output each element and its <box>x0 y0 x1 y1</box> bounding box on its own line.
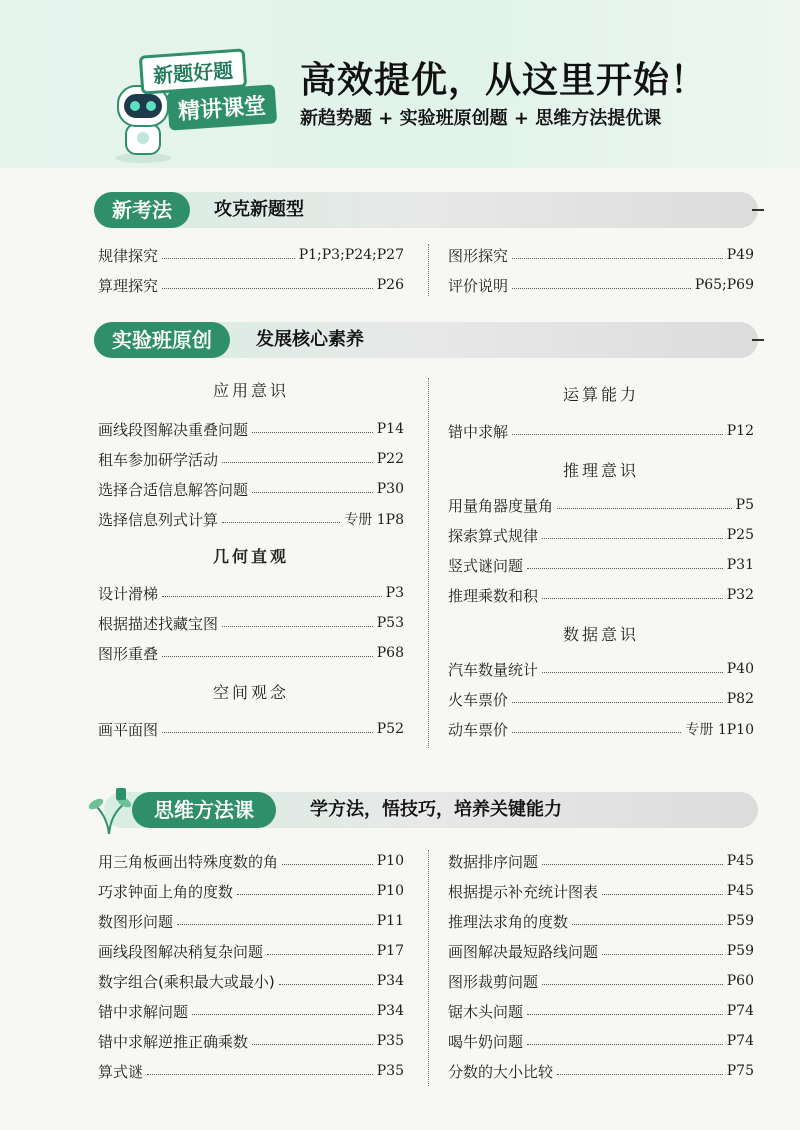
section-label: 思维方法课 <box>132 792 276 828</box>
list-item[interactable]: 错中求解问题 P34 <box>98 1002 404 1021</box>
list-item[interactable]: 图形探究 P49 <box>448 246 754 265</box>
column-divider <box>428 850 429 1086</box>
list-item[interactable]: 用量角器度量角 P5 <box>448 496 754 515</box>
badge-top: 新题好题 <box>139 48 247 94</box>
list-item[interactable]: 推理法求角的度数 P59 <box>448 912 754 931</box>
list-item[interactable]: 错中求解逆推正确乘数 P35 <box>98 1032 404 1051</box>
list-item[interactable]: 选择信息列式计算 专册 1P8 <box>98 510 404 529</box>
list-item[interactable]: 算理探究 P26 <box>98 276 404 295</box>
column-divider <box>428 378 429 748</box>
list-item[interactable]: 探索算式规律 P25 <box>448 526 754 545</box>
list-item[interactable]: 画平面图 P52 <box>98 720 404 739</box>
list-item[interactable]: 图形裁剪问题 P60 <box>448 972 754 991</box>
list-item[interactable]: 数字组合(乘积最大或最小) P34 <box>98 972 404 991</box>
list-item[interactable]: 锯木头问题 P74 <box>448 1002 754 1021</box>
list-item[interactable]: 用三角板画出特殊度数的角 P10 <box>98 852 404 871</box>
section-tag: 学方法，悟技巧，培养关键能力 <box>310 799 562 820</box>
header-banner <box>0 0 800 168</box>
page-subtitle: 新趋势题 + 实验班原创题 + 思维方法提优课 <box>300 108 662 129</box>
group-heading: 应用意识 <box>212 381 289 400</box>
list-item[interactable]: 租车参加研学活动 P22 <box>98 450 404 469</box>
list-item[interactable]: 汽车数量统计 P40 <box>448 660 754 679</box>
list-item[interactable]: 火车票价 P82 <box>448 690 754 709</box>
list-item[interactable]: 规律探究 P1;P3;P24;P27 <box>98 246 404 265</box>
section-label: 新考法 <box>94 192 190 228</box>
list-item[interactable]: 评价说明 P65;P69 <box>448 276 754 295</box>
section-bar-new-methods <box>94 192 758 228</box>
list-item[interactable]: 动车票价 专册 1P10 <box>448 720 754 739</box>
section-tag: 发展核心素养 <box>256 329 364 350</box>
list-item[interactable]: 算式谜 P35 <box>98 1062 404 1081</box>
badge-bottom: 精讲课堂 <box>167 84 277 130</box>
list-item[interactable]: 错中求解 P12 <box>448 422 754 441</box>
list-item[interactable]: 竖式谜问题 P31 <box>448 556 754 575</box>
list-item[interactable]: 选择合适信息解答问题 P30 <box>98 480 404 499</box>
group-heading: 推理意识 <box>562 461 639 480</box>
list-item[interactable]: 画线段图解决稍复杂问题 P17 <box>98 942 404 961</box>
section-bar-experimental <box>94 322 758 358</box>
column-divider <box>428 244 429 296</box>
group-heading: 空间观念 <box>212 683 289 702</box>
section-label: 实验班原创 <box>94 322 230 358</box>
page-title: 高效提优，从这里开始！ <box>300 60 708 101</box>
section-bar-thinking <box>104 792 758 828</box>
list-item[interactable]: 画线段图解决重叠问题 P14 <box>98 420 404 439</box>
section-tag: 攻克新题型 <box>214 199 304 220</box>
list-item[interactable]: 数据排序问题 P45 <box>448 852 754 871</box>
group-heading: 几何直观 <box>212 547 289 566</box>
list-item[interactable]: 分数的大小比较 P75 <box>448 1062 754 1081</box>
group-heading: 数据意识 <box>562 625 639 644</box>
list-item[interactable]: 根据描述找藏宝图 P53 <box>98 614 404 633</box>
plant-icon <box>86 784 132 836</box>
list-item[interactable]: 巧求钟面上角的度数 P10 <box>98 882 404 901</box>
list-item[interactable]: 推理乘数和积 P32 <box>448 586 754 605</box>
list-item[interactable]: 画图解决最短路线问题 P59 <box>448 942 754 961</box>
list-item[interactable]: 根据提示补充统计图表 P45 <box>448 882 754 901</box>
list-item[interactable]: 喝牛奶问题 P74 <box>448 1032 754 1051</box>
list-item[interactable]: 图形重叠 P68 <box>98 644 404 663</box>
group-heading: 运算能力 <box>562 385 639 404</box>
list-item[interactable]: 数图形问题 P11 <box>98 912 404 931</box>
list-item[interactable]: 设计滑梯 P3 <box>98 584 404 603</box>
